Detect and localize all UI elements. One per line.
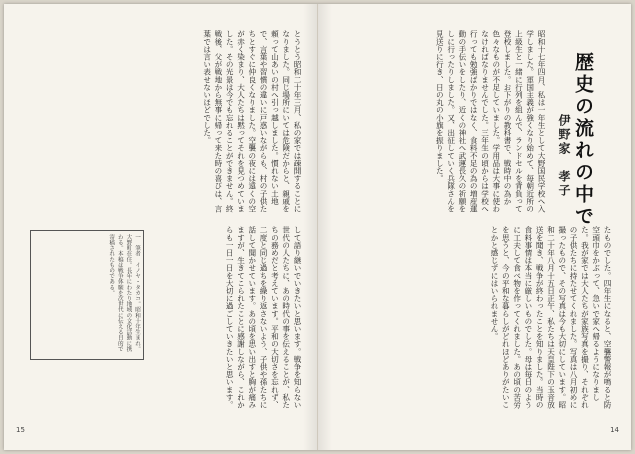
right-page	[318, 4, 631, 450]
right-page-upper-text: 昭和十七年四月、私は一年生として大野国民学校へ入学しました。軍国主義が強くなり始めて、毎朝近所の上級生と一緒に行列を組んで、ランドセルを背負って登校しました。お下がりの教科書で、戦時中の為か色々なものが不足していました。学用品は大事に使わなければなりませんでした。三年生の頃からは学校へ行っても勉強ばかりではなく、食料不足の為の増産運動の手伝いをしたり、近くの神社へ武運長久の祈願をしに行ったりしました。又、出征していく兵隊さんを見送りに行き、日の丸の小旗を振りました。	[435, 30, 546, 213]
left-page-lower-text: して語り継いでいきたいと思います。戦争を知らない世代の人たちに、あの時代の事を伝えることが、私たちの務めだと考えています。平和の大切さを忘れず、二度と同じ過ちを繰り返さないよう、子供や孫たちに話して聞かせています。あの頃を思い出すと胸が痛みますが、生きてこられたことに感謝しながら、これからも一日一日を大切に過ごしていきたいと思います。	[225, 226, 302, 409]
left-page	[4, 4, 318, 450]
book-spread	[4, 4, 631, 450]
author-name: 伊野家 孝子	[557, 114, 571, 198]
left-page-upper-text: とうとう昭和二十年三月、私の家では疎開することになりました。同じ場所にいては危険だからと、親戚を頼って山あいの村へ引っ越しました。慣れない土地で、言葉や習慣の違いに戸惑いながらも、村の子供たちとすぐに仲良くなりました。空襲の夜には遠くの空が赤く染まり、大人たちは黙ってそれを見つめていました。その光景は今でも忘れることができません。終戦後、父が戦地から無事に帰って来た時の喜びは、言葉では言い表せないほどでした。	[202, 30, 302, 213]
footnote-box: 一 筆者 イノヤ・タカコ。昭和十年生まれ。大野町在住。長年にわたり地域の文化活動に携わる。本稿は戦争体験を次世代に伝える目的で寄稿されたものである。	[30, 230, 144, 360]
page-title: 歴史の流れの中で	[572, 52, 594, 228]
right-page-lower-text: たものでした。四年生になると、空襲警報が鳴ると防空頭巾をかぶって、急いで家へ帰るようになりました。我が家では大人たちが家族写真を撮り、それぞれの子供たちに持たせてくれました。写真は八月初めに撮ったもので、その写真は今も大切にしています。昭和二十年八月十五日正午、私たちは天皇陛下の玉音放送を聞き、戦争が終わったことを知りました。当時の食料事情は本当に厳しいものでした。母は毎日のように工夫して食べ物を作ってくれました。あの頃の苦労を思うと、今の平和な暮らしがどれほどありがたいことかと感じずにはいられません。	[490, 226, 612, 409]
page-number: 14	[610, 426, 619, 434]
page-number: 15	[16, 426, 25, 434]
